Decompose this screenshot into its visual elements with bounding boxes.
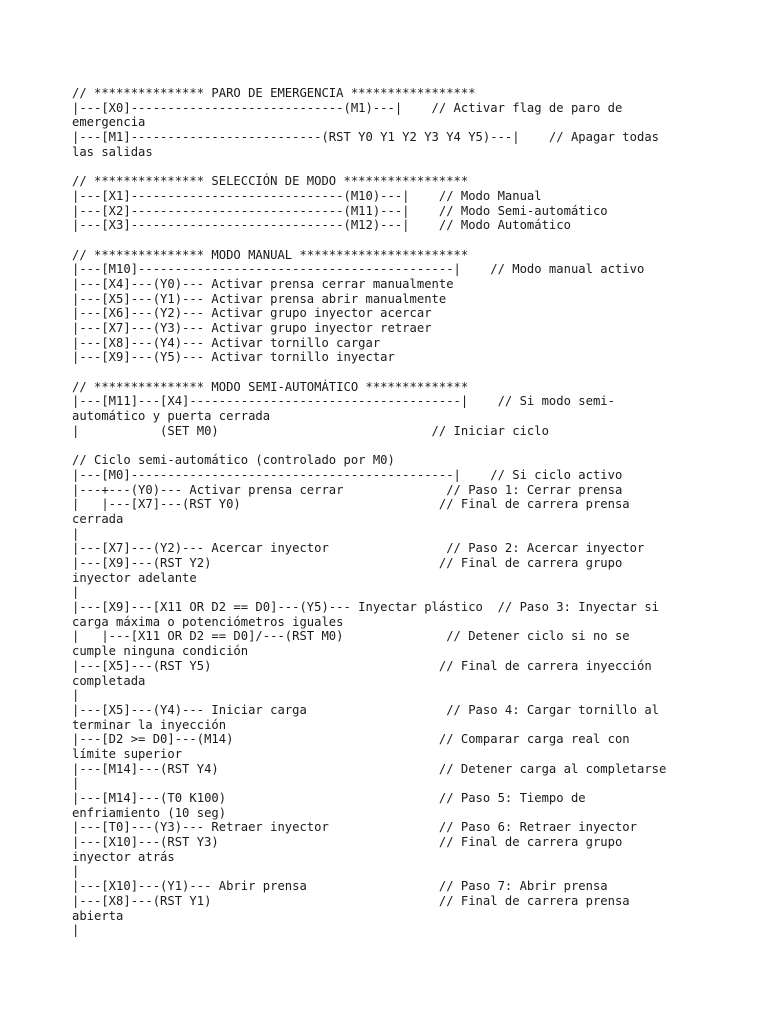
code-line: |---[X7]---(Y2)--- Acercar inyector // Paso 2: Acercar inyector (72, 541, 645, 556)
code-line: límite superior (72, 746, 183, 761)
code-line: |---[M1]--------------------------(RST Y0 Y1 Y2 Y3 Y4 Y5)---| // Apagar todas (72, 130, 659, 145)
code-line: |---[X1]-----------------------------(M10)---| // Modo Manual (72, 188, 542, 203)
code-line: |---[M11]---[X4]-------------------------------------| // Si modo semi- (72, 394, 615, 409)
code-line: |---[D2 >= D0]---(M14) // Comparar carga real con (72, 732, 630, 747)
plc-ladder-document (72, 86, 712, 938)
code-line: |---[T0]---(Y3)--- Retraer inyector // Paso 6: Retraer inyector (72, 820, 637, 835)
code-line: |---[X5]---(Y1)--- Activar prensa abrir manualmente (72, 291, 447, 306)
blank-line (72, 233, 712, 248)
section-heading: // *************** PARO DE EMERGENCIA ***************** (72, 86, 476, 100)
comment-line: // Ciclo semi-automático (controlado por M0) (72, 453, 395, 468)
code-line: carga máxima o potenciómetros iguales (72, 614, 344, 629)
code-line: |---[X4]---(Y0)--- Activar prensa cerrar manualmente (72, 276, 454, 291)
code-line: completada (72, 673, 146, 688)
code-line: | (72, 923, 80, 938)
code-line: cerrada (72, 511, 124, 526)
code-line: |---[X8]---(Y4)--- Activar tornillo cargar (72, 335, 381, 350)
code-line: inyector atrás (72, 849, 175, 864)
code-line: | (SET M0) // Iniciar ciclo (72, 423, 549, 438)
section-heading: // *************** MODO SEMI-AUTOMÁTICO ************** (72, 379, 469, 394)
section-heading: // *************** SELECCIÓN DE MODO ***************** (72, 174, 469, 189)
code-line: |---+---(Y0)--- Activar prensa cerrar // Paso 1: Cerrar prensa (72, 482, 623, 497)
code-line: cumple ninguna condición (72, 644, 249, 659)
code-line: |---[X7]---(Y3)--- Activar grupo inyector retraer (72, 321, 432, 335)
code-line: automático y puerta cerrada (72, 409, 271, 424)
code-line: las salidas (72, 144, 153, 159)
code-line: abierta (72, 908, 124, 923)
code-line: | (72, 688, 80, 703)
code-line: | |---[X11 OR D2 == D0]/---(RST M0) // Detener ciclo si no se (72, 629, 630, 644)
code-line: |---[M10]-------------------------------------------| // Modo manual activo (72, 262, 645, 277)
code-line: |---[X5]---(Y4)--- Iniciar carga // Paso 4: Cargar tornillo al (72, 702, 659, 717)
code-line: | (72, 776, 80, 791)
blank-line (72, 365, 712, 380)
code-line: |---[X6]---(Y2)--- Activar grupo inyector acercar (72, 306, 432, 321)
code-line: |---[X9]---[X11 OR D2 == D0]---(Y5)--- Inyectar plástico // Paso 3: Inyectar si (72, 600, 659, 615)
code-line: |---[X5]---(RST Y5) // Final de carrera inyección (72, 658, 652, 673)
code-line: | (72, 585, 80, 600)
code-line: |---[X2]-----------------------------(M11)---| // Modo Semi-automático (72, 203, 608, 218)
blank-line (72, 159, 712, 174)
code-line: |---[X0]-----------------------------(M1)---| // Activar flag de paro de (72, 100, 623, 115)
code-line: inyector adelante (72, 570, 197, 585)
code-line: |---[X10]---(RST Y3) // Final de carrera grupo (72, 835, 623, 850)
blank-line (72, 439, 712, 454)
code-line: |---[X9]---(RST Y2) // Final de carrera grupo (72, 556, 623, 570)
code-line: | |---[X7]---(RST Y0) // Final de carrera prensa (72, 497, 630, 512)
code-line: |---[X3]-----------------------------(M12)---| // Modo Automático (72, 218, 571, 233)
section-heading: // *************** MODO MANUAL *********************** (72, 247, 469, 262)
code-line: enfriamiento (10 seg) (72, 805, 227, 820)
code-line: | (72, 864, 80, 879)
code-line: |---[X9]---(Y5)--- Activar tornillo inyectar (72, 350, 395, 365)
code-line: |---[M0]--------------------------------------------| // Si ciclo activo (72, 467, 623, 482)
code-line: |---[M14]---(T0 K100) // Paso 5: Tiempo de (72, 791, 586, 805)
code-line: | (72, 526, 80, 541)
code-line: |---[M14]---(RST Y4) // Detener carga al completarse (72, 761, 667, 776)
code-line: |---[X10]---(Y1)--- Abrir prensa // Paso 7: Abrir prensa (72, 879, 608, 894)
code-line: terminar la inyección (72, 717, 227, 732)
code-line: emergencia (72, 115, 146, 130)
code-line: |---[X8]---(RST Y1) // Final de carrera prensa (72, 893, 630, 908)
